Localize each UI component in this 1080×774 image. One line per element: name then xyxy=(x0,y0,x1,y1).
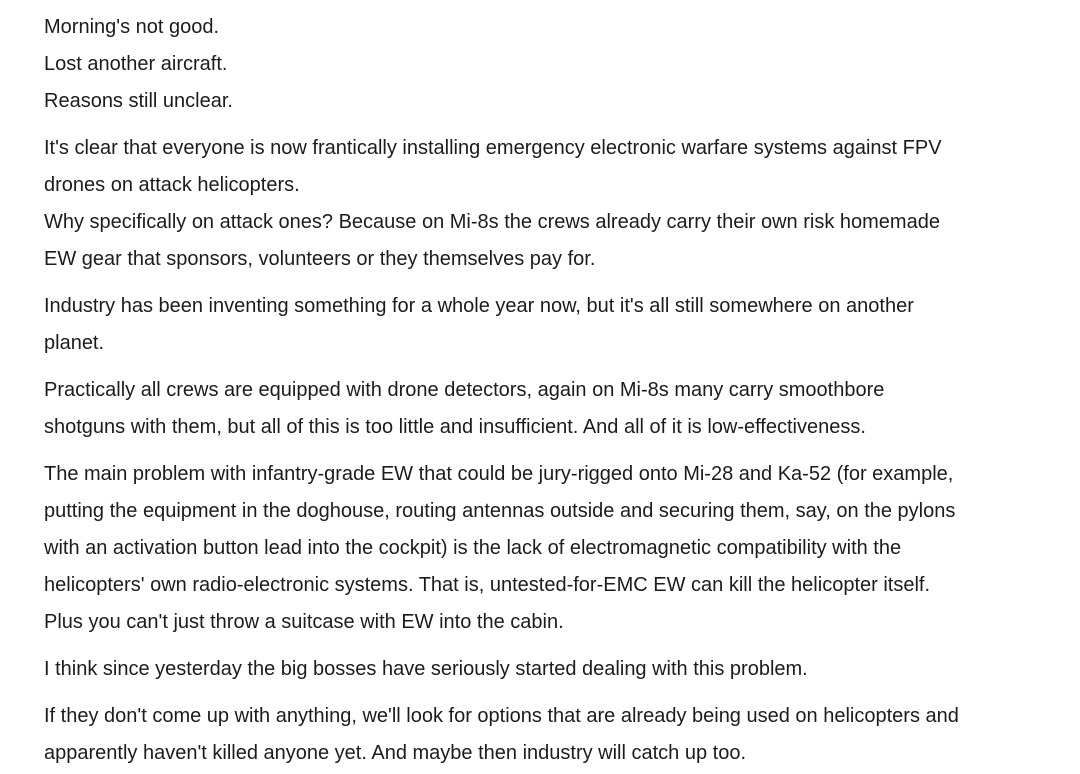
text-line: with an activation button lead into the cockpit) is the lack of electromagnetic compatibility with the xyxy=(44,537,902,559)
text-line: Reasons still unclear. xyxy=(44,90,233,112)
text-line: Plus you can't just throw a suitcase with EW into the cabin. xyxy=(44,611,564,633)
paragraph xyxy=(44,698,1060,772)
text-line: If they don't come up with anything, we'll look for options that are already being used on helicopters and xyxy=(44,705,959,727)
text-line: putting the equipment in the doghouse, routing antennas outside and securing them, say, on the pylons xyxy=(44,500,956,522)
text-line: apparently haven't killed anyone yet. And maybe then industry will catch up too. xyxy=(44,742,747,764)
paragraph xyxy=(44,651,1060,688)
text-line: Morning's not good. xyxy=(44,16,220,38)
paragraph xyxy=(44,9,1060,120)
text-line: Lost another aircraft. xyxy=(44,53,228,75)
text-line: Why specifically on attack ones? Because on Mi-8s the crews already carry their own risk homemade xyxy=(44,211,940,233)
text-line: Industry has been inventing something for a whole year now, but it's all still somewhere on another xyxy=(44,295,914,317)
paragraph xyxy=(44,130,1060,278)
text-line: shotguns with them, but all of this is too little and insufficient. And all of it is low-effectiveness. xyxy=(44,416,866,438)
paragraph xyxy=(44,372,1060,446)
text-line: helicopters' own radio-electronic systems. That is, untested-for-EMC EW can kill the helicopter itself. xyxy=(44,574,931,596)
text-line: It's clear that everyone is now frantically installing emergency electronic warfare systems against FPV xyxy=(44,137,942,159)
text-line: drones on attack helicopters. xyxy=(44,174,300,196)
text-line: Practically all crews are equipped with drone detectors, again on Mi-8s many carry smoothbore xyxy=(44,379,885,401)
text-line: The main problem with infantry-grade EW that could be jury-rigged onto Mi-28 and Ka-52 (for example, xyxy=(44,463,954,485)
text-line: I think since yesterday the big bosses have seriously started dealing with this problem. xyxy=(44,658,808,680)
text-line: EW gear that sponsors, volunteers or they themselves pay for. xyxy=(44,248,596,270)
paragraph xyxy=(44,456,1060,641)
paragraph xyxy=(44,288,1060,362)
text-line: planet. xyxy=(44,332,105,354)
